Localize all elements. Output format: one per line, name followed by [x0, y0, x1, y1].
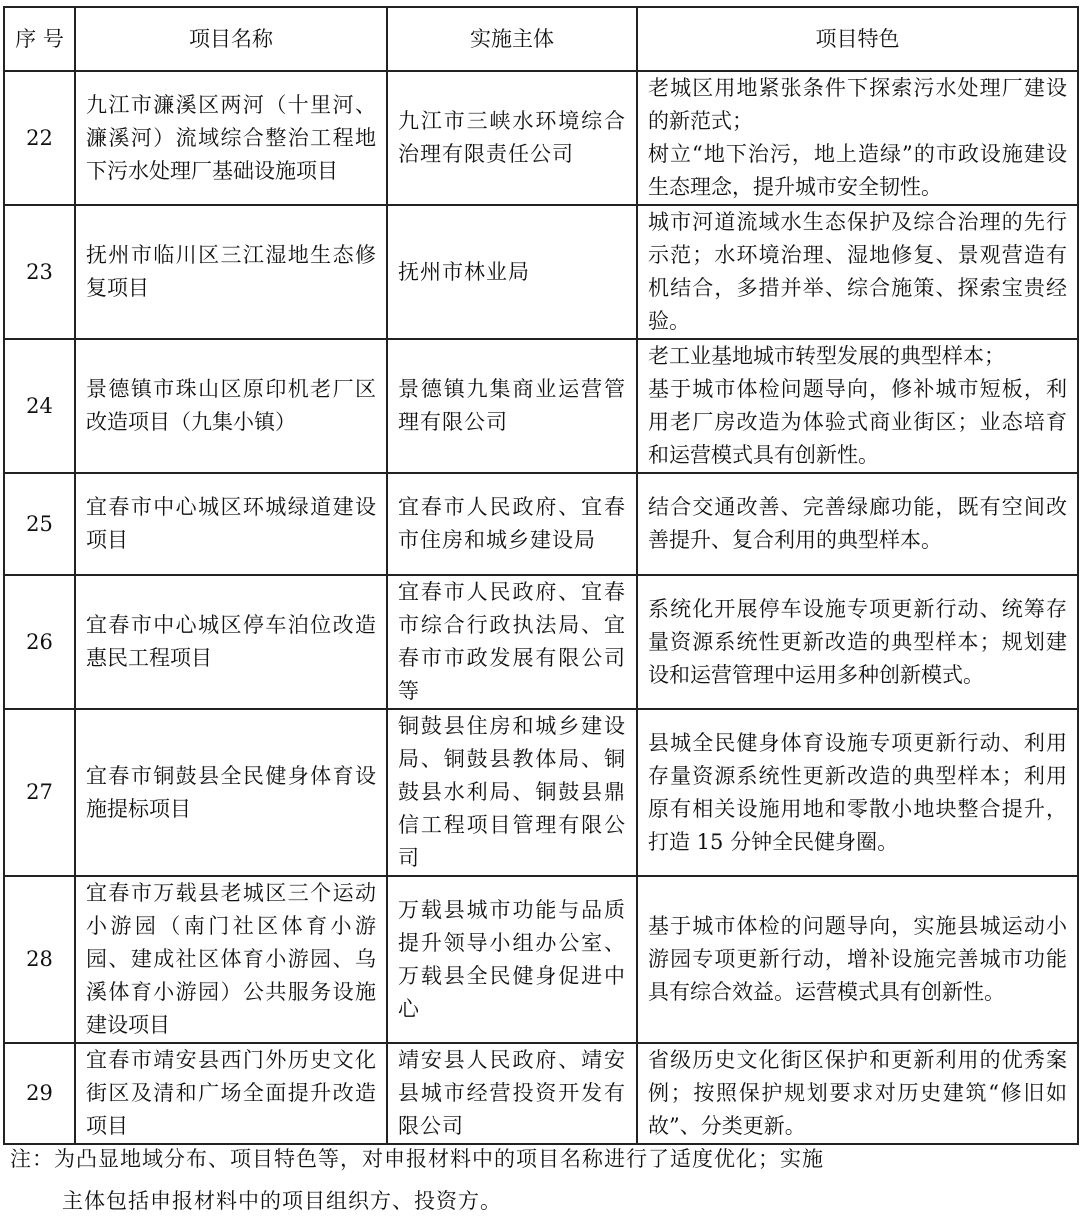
row-number: 28 [4, 876, 75, 1043]
project-name: 宜春市中心城区停车泊位改造惠民工程项目 [75, 575, 387, 709]
implementing-body: 铜鼓县住房和城乡建设局、铜鼓县教体局、铜鼓县水利局、铜鼓县鼎信工程项目管理有限公司 [387, 709, 637, 876]
row-number: 25 [4, 473, 75, 575]
feature-line: 县城全民健身体育设施专项更新行动、利用存量资源系统性更新改造的典型样本；利用原有相关设施用地和零散小地块整合提升，打造 15 分钟全民健身圈。 [648, 730, 1067, 854]
row-number: 22 [4, 71, 75, 205]
table-row [4, 575, 1078, 709]
project-feature [637, 1043, 1078, 1144]
row-number: 23 [4, 205, 75, 339]
projects-table [3, 6, 1079, 1145]
implementing-body: 抚州市林业局 [387, 205, 637, 339]
implementing-body: 万载县城市功能与品质提升领导小组办公室、万载县全民健身促进中心 [387, 876, 637, 1043]
header-name: 项目名称 [75, 7, 387, 71]
feature-line: 城市河道流域水生态保护及综合治理的先行示范；水环境治理、湿地修复、景观营造有机结合，多措并举、综合施策、探索宝贵经验。 [648, 210, 1067, 333]
implementing-body: 九江市三峡水环境综合治理有限责任公司 [387, 71, 637, 205]
project-name: 景德镇市珠山区原印机老厂区改造项目（九集小镇） [75, 339, 387, 473]
feature-line: 基于城市体检的问题导向，实施县城运动小游园专项更新行动，增补设施完善城市功能具有综合效益。运营模式具有创新性。 [648, 914, 1067, 1004]
implementing-body: 景德镇九集商业运营管理有限公司 [387, 339, 637, 473]
project-name: 九江市濂溪区两河（十里河、濂溪河）流域综合整治工程地下污水处理厂基础设施项目 [75, 71, 387, 205]
table-row [4, 1043, 1078, 1144]
row-number: 24 [4, 339, 75, 473]
project-name: 宜春市靖安县西门外历史文化街区及清和广场全面提升改造项目 [75, 1043, 387, 1144]
footnote [10, 1138, 1074, 1222]
project-name: 抚州市临川区三江湿地生态修复项目 [75, 205, 387, 339]
feature-line: 结合交通改善、完善绿廊功能，既有空间改善提升、复合利用的典型样本。 [648, 495, 1067, 552]
table-row [4, 339, 1078, 473]
footnote-line-1: 注：为凸显地域分布、项目特色等，对申报材料中的项目名称进行了适度优化；实施 [10, 1147, 824, 1171]
row-number: 27 [4, 709, 75, 876]
implementing-body: 宜春市人民政府、宜春市住房和城乡建设局 [387, 473, 637, 575]
feature-line: 基于城市体检问题导向，修补城市短板，利用老厂房改造为体验式商业街区；业态培育和运营模式具有创新性。 [648, 377, 1067, 467]
project-name: 宜春市万载县老城区三个运动小游园（南门社区体育小游园、建成社区体育小游园、乌溪体育小游园）公共服务设施建设项目 [75, 876, 387, 1043]
feature-line: 系统化开展停车设施专项更新行动、统筹存量资源系统性更新改造的典型样本；规划建设和运营管理中运用多种创新模式。 [648, 596, 1067, 687]
header-num: 序 号 [4, 7, 75, 71]
footnote-line-2: 主体包括申报材料中的项目组织方、投资方。 [62, 1189, 502, 1213]
project-feature [637, 205, 1078, 339]
project-feature [637, 71, 1078, 205]
project-name: 宜春市铜鼓县全民健身体育设施提标项目 [75, 709, 387, 876]
table-row [4, 876, 1078, 1043]
project-feature [637, 473, 1078, 575]
feature-line: 老工业基地城市转型发展的典型样本； [648, 344, 1005, 368]
implementing-body: 宜春市人民政府、宜春市综合行政执法局、宜春市市政发展有限公司等 [387, 575, 637, 709]
table-row [4, 709, 1078, 876]
project-feature [637, 339, 1078, 473]
feature-line: 省级历史文化街区保护和更新利用的优秀案例；按照保护规划要求对历史建筑“修旧如故”、分类更新。 [648, 1048, 1067, 1138]
row-number: 26 [4, 575, 75, 709]
table-row [4, 71, 1078, 205]
table-row [4, 205, 1078, 339]
project-feature [637, 876, 1078, 1043]
header-org: 实施主体 [387, 7, 637, 71]
project-feature [637, 709, 1078, 876]
header-row [4, 7, 1078, 71]
implementing-body: 靖安县人民政府、靖安县城市经营投资开发有限公司 [387, 1043, 637, 1144]
header-feat: 项目特色 [637, 7, 1078, 71]
project-feature [637, 575, 1078, 709]
table-row [4, 473, 1078, 575]
feature-line: 树立“地下治污，地上造绿”的市政设施建设生态理念，提升城市安全韧性。 [648, 142, 1067, 199]
project-name: 宜春市中心城区环城绿道建设项目 [75, 473, 387, 575]
row-number: 29 [4, 1043, 75, 1144]
feature-line: 老城区用地紧张条件下探索污水处理厂建设的新范式； [648, 76, 1067, 133]
